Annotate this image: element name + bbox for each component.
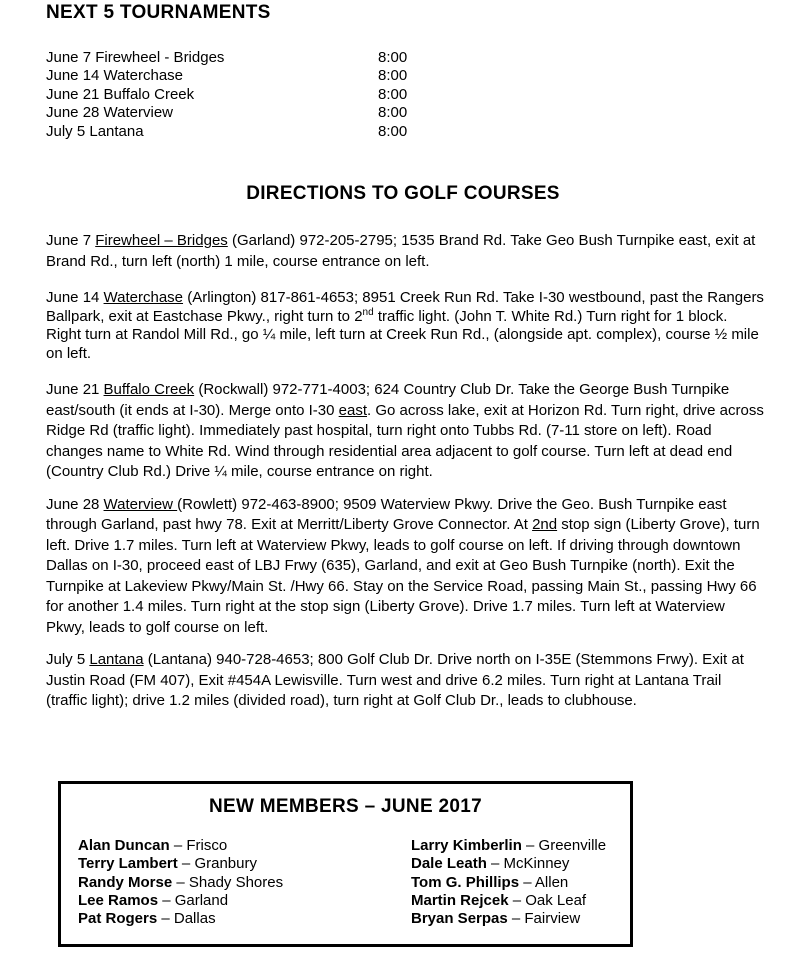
direction-text: (Rockwall) 972-771-4003; 624 Country Club Dr. Take the George Bush Turnpike east/south (it ends at I-30). Merge onto I-30 (46, 381, 730, 419)
member-city: – Greenville (521, 837, 607, 854)
schedule-event: June 28 Waterview (46, 104, 174, 122)
member-name: Lee Ramos (78, 891, 159, 909)
schedule-event: June 21 Buffalo Creek (46, 85, 195, 103)
course-name: Lantana (89, 651, 144, 668)
member-entry (78, 874, 283, 892)
members-column-right (411, 837, 606, 928)
schedule-row (46, 67, 446, 85)
tournaments-heading: NEXT 5 TOURNAMENTS (46, 2, 271, 23)
direction-date: June 21 (46, 381, 104, 398)
course-name: Waterview (103, 495, 178, 513)
course-name: Firewheel – Bridges (95, 232, 228, 249)
members-column-left (78, 837, 283, 928)
direction-buffalo-creek (46, 380, 766, 483)
course-name: Buffalo Creek (103, 381, 195, 398)
schedule-row (46, 104, 446, 122)
direction-text: . Go across lake, exit at Horizon Rd. Turn right, drive across Ridge Rd (traffic light). Immediately past hospital, turn right onto Tubbs Rd. (7-11 store on left). Road changes name to White Rd. Wind through residential area adjacent to golf course. Turn left at dead end (Country Club Rd.) Drive ¼ mile, course entrance on right. (46, 401, 764, 480)
member-city: – Frisco (169, 837, 228, 854)
member-city: – Oak Leaf (508, 891, 587, 909)
member-city: – Shady Shores (172, 873, 284, 891)
course-name: Waterchase (103, 289, 184, 306)
tournament-schedule (46, 49, 446, 141)
member-name: Dale Leath (411, 855, 487, 873)
schedule-time: 8:00 (378, 67, 408, 85)
schedule-row (46, 123, 446, 141)
member-entry (411, 910, 606, 928)
member-name: Bryan Serpas (411, 910, 508, 928)
directions-list (46, 231, 766, 712)
member-entry (78, 910, 283, 928)
direction-date: July 5 (46, 651, 90, 668)
member-entry (411, 855, 606, 873)
member-city: – Granbury (177, 855, 257, 873)
direction-text: (Arlington) 817-861-4653; 8951 Creek Run Rd. Take I-30 westbound, past the Rangers Ballpark, exit at Eastchase Pkwy., right turn to 2 (46, 289, 764, 325)
direction-date: June 7 (46, 232, 96, 249)
direction-text: traffic light. (John T. White Rd.) Turn right for 1 block. Right turn at Randol Mill Rd., go ¼ mile, left turn at Creek Run Rd., (alongside apt. complex), course ½ mile on left. (46, 307, 759, 362)
direction-text: (Garland) 972-205-2795; 1535 Brand Rd. Take Geo Bush Turnpike east, exit at Brand Rd., turn left (north) 1 mile, course entrance on left. (46, 232, 756, 270)
member-entry (78, 855, 283, 873)
direction-text: stop sign (Liberty Grove), turn left. Drive 1.7 miles. Turn left at Waterview Pkwy, leads to golf course on left. If driving through downtown Dallas on I-30, proceed east of LBJ Frwy (635), Garland, and exit at Geo Bush Turnpike (north). Exit the Turnpike at Lakeview Pkwy/Main St. /Hwy 66. Stay on the Service Road, passing Main St., passing Hwy 66 for another 1.4 miles. Turn right at the stop sign (Liberty Grove). Drive 1.7 miles. Turn left at Waterview Pkwy, leads to golf course on left. (46, 516, 760, 636)
schedule-event: June 14 Waterchase (46, 67, 184, 85)
schedule-event: July 5 Lantana (46, 122, 144, 140)
member-city: – Dallas (157, 910, 216, 928)
member-entry (411, 892, 606, 910)
schedule-event: June 7 Firewheel - Bridges (46, 49, 225, 66)
member-city: – Allen (519, 873, 569, 891)
member-name: Tom G. Phillips (411, 873, 520, 891)
member-name: Randy Morse (78, 873, 173, 891)
schedule-time: 8:00 (378, 49, 408, 66)
direction-date: June 28 (46, 495, 104, 513)
direction-text: (Lantana) 940-728-4653; 800 Golf Club Dr. Drive north on I-35E (Stemmons Frwy). Exit at Justin Road (FM 407), Exit #454A Lewisville. Turn west and drive 6.2 miles. Turn right at Lantana Trail (traffic light); drive 1.2 miles (divided road), turn right at Golf Club Dr., leads to clubhouse. (46, 651, 744, 709)
direction-emphasis: east (338, 401, 368, 419)
member-entry (78, 892, 283, 910)
member-entry (411, 874, 606, 892)
direction-date: June 14 (46, 289, 104, 306)
member-name: Terry Lambert (78, 855, 178, 873)
new-members-heading: NEW MEMBERS – JUNE 2017 (209, 796, 482, 817)
schedule-time: 8:00 (378, 122, 408, 140)
member-name: Larry Kimberlin (411, 837, 522, 854)
direction-lantana (46, 650, 766, 712)
schedule-row (46, 86, 446, 104)
schedule-time: 8:00 (378, 85, 408, 103)
new-members-box (58, 781, 633, 947)
direction-waterview (46, 495, 766, 639)
member-entry (411, 837, 606, 855)
member-city: – Fairview (507, 910, 581, 928)
member-name: Alan Duncan (78, 837, 170, 854)
direction-waterchase (46, 289, 766, 363)
direction-emphasis: 2nd (532, 516, 558, 533)
direction-firewheel (46, 231, 766, 272)
directions-heading: DIRECTIONS TO GOLF COURSES (246, 183, 560, 204)
member-name: Martin Rejcek (411, 891, 509, 909)
schedule-row (46, 49, 446, 67)
member-entry (78, 837, 283, 855)
ordinal-suffix: nd (362, 306, 374, 318)
member-city: – Garland (158, 891, 229, 909)
member-name: Pat Rogers (78, 910, 158, 928)
schedule-time: 8:00 (378, 104, 408, 122)
member-city: – McKinney (486, 855, 570, 873)
direction-text: (Rowlett) 972-463-8900; 9509 Waterview Pkwy. Drive the Geo. Bush Turnpike east through Garland, past hwy 78. Exit at Merritt/Liberty Grove Connector. At (46, 495, 727, 533)
